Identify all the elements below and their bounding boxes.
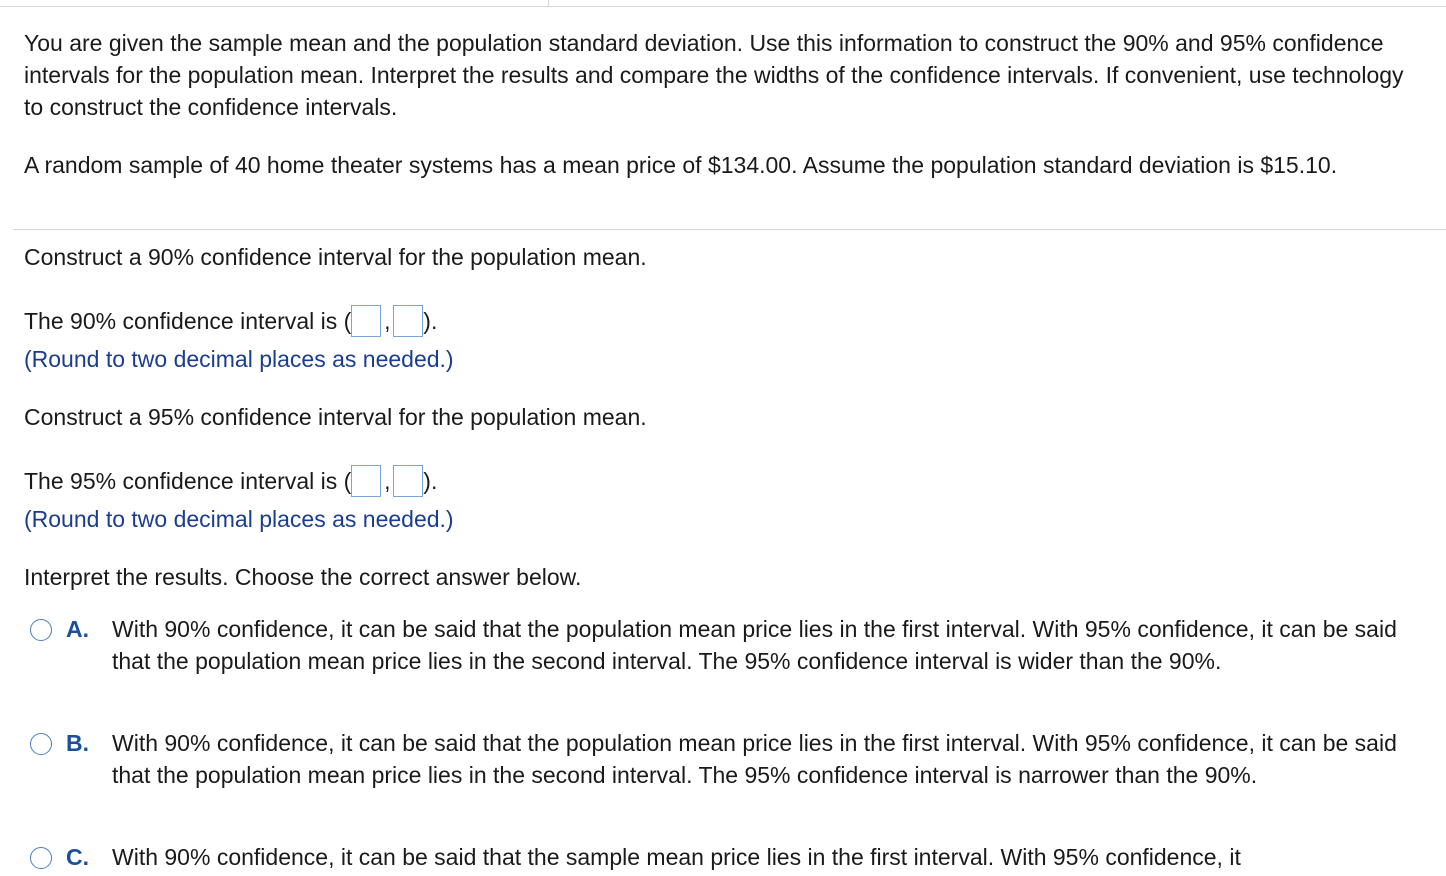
top-divider — [0, 6, 1446, 7]
instructions-text: You are given the sample mean and the population standard deviation. Use this information to construct the 90% and 95% confidence intervals for the population mean. Interpret the results and compare the widths of the confidence intervals. If convenient, use technology to construct the confidence intervals. — [24, 30, 1404, 120]
top-divider-tick — [548, 0, 549, 7]
choice-a-text: With 90% confidence, it can be said that the population mean price lies in the first interval. With 95% confidence, it can be said that the population mean price lies in the second interval. The 95% confidence interval is wider than the 90%. — [112, 616, 1397, 674]
part2-answer-prefix: The 95% confidence interval is ( — [24, 468, 352, 494]
choice-b[interactable] — [24, 727, 1434, 823]
part1-lower-input[interactable] — [351, 305, 381, 337]
scenario-text: A random sample of 40 home theater systems has a mean price of $134.00. Assume the population standard deviation is $15.10. — [24, 152, 1338, 178]
part2-rounding-hint: (Round to two decimal places as needed.) — [24, 506, 454, 532]
part1-comma: , — [384, 308, 391, 334]
choice-a-letter: A. — [66, 616, 89, 642]
section-divider — [13, 229, 1446, 230]
choice-a[interactable] — [24, 613, 1434, 709]
part1-answer-row — [24, 305, 437, 337]
part2-answer-suffix: ). — [423, 468, 438, 494]
part1-prompt: Construct a 90% confidence interval for the population mean. — [24, 244, 647, 270]
part1-answer-suffix: ). — [423, 308, 438, 334]
choice-b-letter: B. — [66, 730, 89, 756]
choice-c-text: With 90% confidence, it can be said that the sample mean price lies in the first interval. With 95% confidence, it — [112, 844, 1241, 870]
part3-prompt: Interpret the results. Choose the correct answer below. — [24, 564, 582, 590]
part1-answer-prefix: The 90% confidence interval is ( — [24, 308, 352, 334]
part2-comma: , — [384, 468, 391, 494]
part2-answer-row — [24, 465, 437, 497]
choice-c[interactable] — [24, 841, 1434, 876]
part2-prompt: Construct a 95% confidence interval for the population mean. — [24, 404, 647, 430]
choice-c-radio[interactable] — [30, 847, 52, 869]
choice-a-radio[interactable] — [30, 619, 52, 641]
choice-c-letter: C. — [66, 844, 89, 870]
part1-upper-input[interactable] — [393, 305, 423, 337]
choice-b-text: With 90% confidence, it can be said that the population mean price lies in the first interval. With 95% confidence, it can be said that the population mean price lies in the second interval. The 95% confidence interval is narrower than the 90%. — [112, 730, 1397, 788]
choice-b-radio[interactable] — [30, 733, 52, 755]
part2-lower-input[interactable] — [351, 465, 381, 497]
part1-rounding-hint: (Round to two decimal places as needed.) — [24, 346, 454, 372]
part2-upper-input[interactable] — [393, 465, 423, 497]
